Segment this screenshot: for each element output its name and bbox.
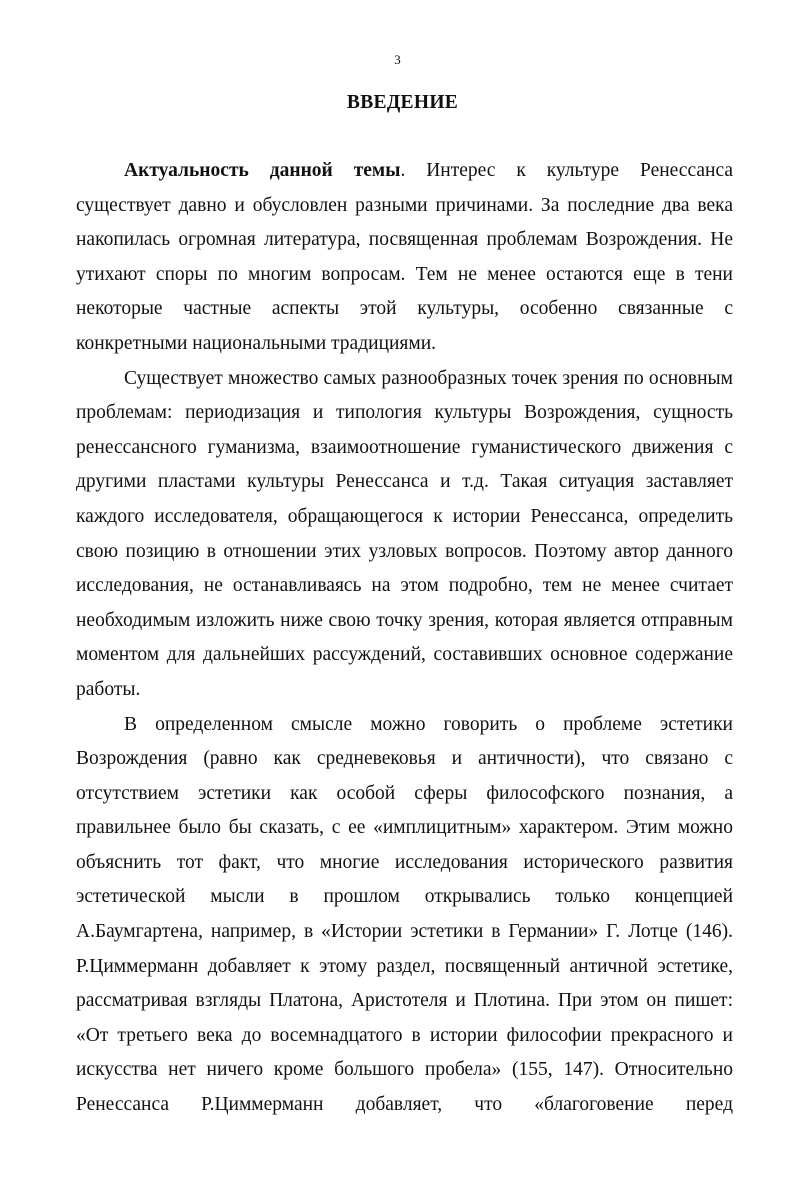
- page-number: 3: [394, 52, 401, 67]
- body-text: [76, 154, 733, 1123]
- paragraph-lead: Актуальность данной темы: [124, 160, 401, 181]
- paragraph: [76, 362, 733, 708]
- paragraph-text: Существует множество самых разнообразных точек зрения по основным проблемам: периодизация и типология культуры Возрождения, сущность ренессансного гуманизма, взаимоотношение гуманистического движения с другими пластами культуры Ренессанса и т.д. Такая ситуация заставляет каждого исследователя, обращающегося к истории Ренессанса, определить свою позицию в отношении этих узловых вопросов. Поэтому автор данного исследования, не останавливаясь на этом подробно, тем не менее считает необходимым изложить ниже свою точку зрения, которая является отправным моментом для дальнейших рассуждений, составивших основное содержание работы.: [76, 367, 733, 700]
- paragraph-text: . Интерес к культуре Ренессанса существует давно и обусловлен разными причинами. За последние два века накопилась огромная литература, посвященная проблемам Возрождения. Не утихают споры по многим вопросам. Тем не менее остаются еще в тени некоторые частные аспекты этой культуры, особенно связанные с конкретными национальными традициями.: [76, 160, 733, 354]
- paragraph-text: В определенном смысле можно говорить о проблеме эстетики Возрождения (равно как средневековья и античности), что связано с отсутствием эстетики как особой сферы философского познания, а правильнее было бы сказать, с ее «имплицитным» характером. Этим можно объяснить тот факт, что многие исследования исторического развития эстетической мысли в прошлом открывались только концепцией А.Баумгартена, например, в «Истории эстетики в Германии» Г. Лотце (146). Р.Циммерманн добавляет к этому раздел, посвященный античной эстетике, рассматривая взгляды Платона, Аристотеля и Плотина. При этом он пишет: «От третьего века до восемнадцатого в истории философии прекрасного и искусства нет ничего кроме большого пробела» (155, 147). Относительно Ренессанса Р.Циммерманн добавляет, что «благоговение перед: [76, 713, 733, 1116]
- paragraph: [76, 708, 733, 1123]
- paragraph: [76, 154, 733, 362]
- section-heading: ВВЕДЕНИЕ: [346, 92, 459, 113]
